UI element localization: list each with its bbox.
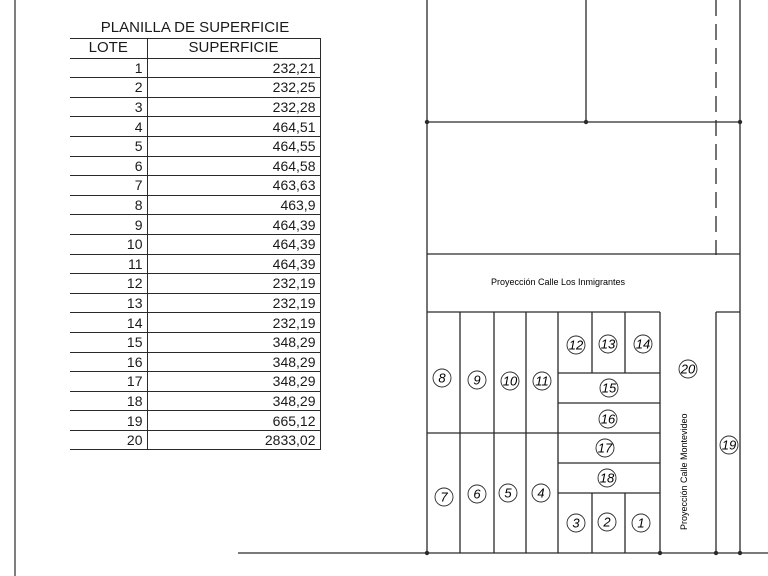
street-montevideo-label: Proyección Calle Montevideo xyxy=(679,413,689,530)
lot-8-marker xyxy=(433,369,451,387)
lot-number-label: 13 xyxy=(600,336,616,352)
lot-number-cell: 4 xyxy=(70,117,147,137)
lot-number-cell: 14 xyxy=(70,313,147,333)
surface-value-cell: 464,51 xyxy=(147,117,320,137)
surface-value-cell: 232,19 xyxy=(147,274,320,294)
surface-value-cell: 464,39 xyxy=(147,254,320,274)
table-title: PLANILLA DE SUPERFICIE xyxy=(100,19,290,36)
lot-2-marker xyxy=(598,513,616,531)
lot-13-marker xyxy=(599,335,617,353)
lot-number-cell: 19 xyxy=(70,411,147,431)
surface-value-cell: 2833,02 xyxy=(147,430,320,450)
surface-value-cell: 463,63 xyxy=(147,176,320,196)
lot-9-marker xyxy=(468,371,486,389)
lot-15-marker xyxy=(600,379,618,397)
header-lote: LOTE xyxy=(70,39,147,59)
lot-17-marker xyxy=(596,439,614,457)
lot-number-cell: 2 xyxy=(70,78,147,98)
lot-number-cell: 5 xyxy=(70,136,147,156)
surface-value-cell: 463,9 xyxy=(147,195,320,215)
surface-value-cell: 464,55 xyxy=(147,136,320,156)
lot-number-label: 1 xyxy=(637,515,645,531)
surface-value-cell: 348,29 xyxy=(147,352,320,372)
lot-1-marker xyxy=(632,514,650,532)
lot-number-label: 18 xyxy=(599,470,615,486)
lot-20-marker xyxy=(679,360,697,378)
lot-number-cell: 1 xyxy=(70,58,147,78)
lot-16-marker xyxy=(599,410,617,428)
lot-3-marker xyxy=(567,514,585,532)
lot-18-marker xyxy=(598,469,616,487)
lot-number-label: 19 xyxy=(721,437,737,453)
lot-10-marker xyxy=(501,372,519,390)
lot-number-label: 4 xyxy=(537,485,545,501)
lot-number-label: 14 xyxy=(635,336,651,352)
surface-value-cell: 232,25 xyxy=(147,78,320,98)
lot-19-marker xyxy=(720,436,738,454)
lot-number-cell: 12 xyxy=(70,274,147,294)
surface-value-cell: 464,39 xyxy=(147,215,320,235)
lot-11-marker xyxy=(533,372,551,390)
lot-number-cell: 11 xyxy=(70,254,147,274)
lot-number-label: 12 xyxy=(568,337,584,353)
lot-number-cell: 9 xyxy=(70,215,147,235)
surface-value-cell: 348,29 xyxy=(147,332,320,352)
lot-5-marker xyxy=(499,484,517,502)
lot-number-label: 2 xyxy=(603,514,611,530)
lot-number-label: 17 xyxy=(597,440,613,456)
lot-number-cell: 17 xyxy=(70,372,147,392)
lot-6-marker xyxy=(468,485,486,503)
lot-number-label: 5 xyxy=(504,485,512,501)
lot-number-label: 8 xyxy=(438,370,446,386)
surface-value-cell: 464,58 xyxy=(147,156,320,176)
surface-value-cell: 232,19 xyxy=(147,313,320,333)
lot-number-cell: 15 xyxy=(70,332,147,352)
lot-4-marker xyxy=(532,484,550,502)
street-los-inmigrantes-label: Proyección Calle Los Inmigrantes xyxy=(490,277,626,287)
lot-number-cell: 8 xyxy=(70,195,147,215)
surface-value-cell: 665,12 xyxy=(147,411,320,431)
lot-number-label: 15 xyxy=(601,380,617,396)
lot-number-label: 20 xyxy=(680,361,696,377)
lot-12-marker xyxy=(567,336,585,354)
surface-value-cell: 464,39 xyxy=(147,234,320,254)
lot-number-cell: 7 xyxy=(70,176,147,196)
lot-7-marker xyxy=(435,488,453,506)
lot-number-cell: 3 xyxy=(70,97,147,117)
lot-number-cell: 16 xyxy=(70,352,147,372)
lot-number-label: 3 xyxy=(572,515,580,531)
header-superficie: SUPERFICIE xyxy=(147,39,320,59)
lot-14-marker xyxy=(634,335,652,353)
surface-value-cell: 348,29 xyxy=(147,391,320,411)
lot-number-cell: 10 xyxy=(70,234,147,254)
lot-number-cell: 6 xyxy=(70,156,147,176)
lot-number-cell: 18 xyxy=(70,391,147,411)
lot-number-label: 7 xyxy=(440,489,448,505)
surface-value-cell: 232,28 xyxy=(147,97,320,117)
surface-value-cell: 232,21 xyxy=(147,58,320,78)
lot-number-label: 6 xyxy=(473,486,481,502)
lot-number-label: 11 xyxy=(535,373,549,389)
lot-number-label: 10 xyxy=(502,373,518,389)
surface-value-cell: 348,29 xyxy=(147,372,320,392)
surface-value-cell: 232,19 xyxy=(147,293,320,313)
lot-number-label: 9 xyxy=(473,372,481,388)
lot-number-cell: 13 xyxy=(70,293,147,313)
lot-number-cell: 20 xyxy=(70,430,147,450)
lot-number-label: 16 xyxy=(600,411,616,427)
